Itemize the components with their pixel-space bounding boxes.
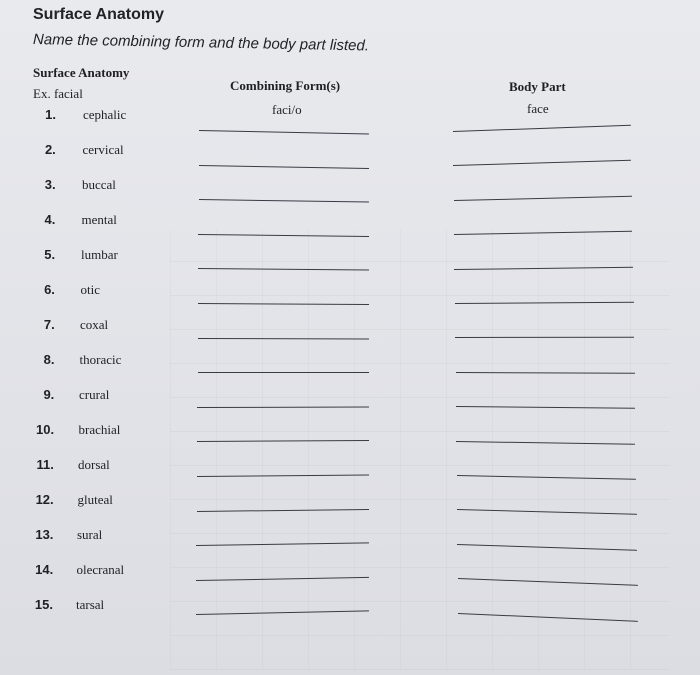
body-part-answer-line[interactable] [457,509,637,515]
item-term: cervical [82,142,124,157]
body-part-answer-line[interactable] [454,266,633,269]
body-part-answer-line[interactable] [457,544,637,551]
combining-form-answer-line[interactable] [197,440,369,442]
example-body-part: face [527,101,549,116]
worksheet-instruction: Name the combining form and the body part listed. [32,31,370,55]
column-header-surface-anatomy: Surface Anatomy [33,65,130,80]
combining-form-answer-line[interactable] [196,543,369,547]
body-part-answer-line[interactable] [455,337,634,338]
combining-form-answer-line[interactable] [198,268,369,271]
item-number: 6. [44,282,55,297]
item-term: otic [80,282,100,297]
body-part-answer-line[interactable] [454,231,632,235]
combining-form-answer-line[interactable] [196,611,369,616]
combining-form-answer-line[interactable] [199,165,369,169]
item-number: 4. [44,212,56,227]
body-part-answer-line[interactable] [456,406,635,409]
item-number: 7. [43,317,55,332]
item-number: 15. [34,597,53,612]
column-header-combining-forms: Combining Form(s) [230,78,341,93]
body-part-answer-line[interactable] [457,475,636,480]
item-number: 2. [44,142,56,157]
combining-form-answer-line[interactable] [198,303,369,305]
item-term: olecranal [76,562,125,577]
item-number: 13. [35,527,54,542]
combining-form-answer-line[interactable] [198,338,369,340]
body-part-answer-line[interactable] [454,196,632,201]
item-number: 10. [35,422,55,437]
item-term: cephalic [83,107,127,122]
combining-form-answer-line[interactable] [197,509,369,512]
combining-form-answer-line[interactable] [199,199,369,203]
item-term: mental [81,212,117,227]
item-term: lumbar [81,247,118,262]
combining-form-answer-line[interactable] [198,372,370,373]
item-term: thoracic [79,352,122,367]
item-term: sural [77,527,103,542]
body-part-answer-line[interactable] [455,302,634,304]
item-term: tarsal [76,597,105,612]
combining-form-answer-line[interactable] [196,577,369,581]
body-part-answer-line[interactable] [456,441,635,445]
item-number: 1. [45,107,56,122]
item-term: brachial [78,422,121,437]
worksheet-title: Surface Anatomy [33,6,164,23]
item-term: gluteal [77,492,113,507]
item-number: 5. [44,247,56,262]
item-term: buccal [82,177,116,192]
body-part-answer-line[interactable] [453,160,631,166]
combining-form-answer-line[interactable] [197,474,369,477]
body-part-answer-line[interactable] [453,125,631,132]
item-number: 8. [43,352,55,367]
item-term: crural [79,387,110,402]
item-number: 3. [44,177,56,192]
combining-form-answer-line[interactable] [198,234,369,237]
body-part-answer-line[interactable] [455,372,634,374]
example-label: Ex. facial [33,86,83,101]
body-part-answer-line[interactable] [458,578,638,586]
item-number: 14. [35,562,54,577]
combining-form-answer-line[interactable] [199,130,369,135]
bleed-through-grid [170,230,670,670]
column-header-body-part: Body Part [509,79,566,94]
example-combining-form: faci/o [272,102,302,117]
item-number: 12. [35,492,54,507]
item-number: 11. [36,457,54,472]
combining-form-answer-line[interactable] [197,406,369,408]
item-term: dorsal [78,457,110,472]
body-part-answer-line[interactable] [458,613,638,622]
item-term: coxal [80,317,109,332]
item-number: 9. [43,387,55,402]
